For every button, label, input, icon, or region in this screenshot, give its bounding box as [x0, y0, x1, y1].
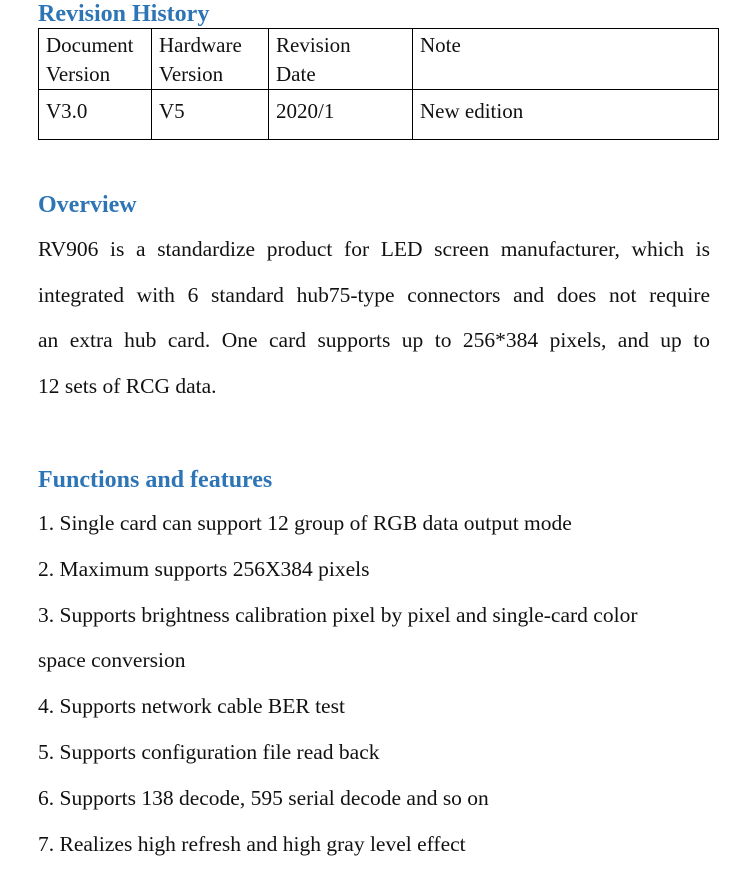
overview-line: 12 sets of RCG data.: [38, 374, 217, 399]
list-item: 7. Realizes high refresh and high gray level effect: [38, 831, 466, 856]
list-item: 6. Supports 138 decode, 595 serial decode and so on: [38, 785, 489, 810]
revision-history-heading: Revision History: [38, 1, 210, 27]
overview-paragraph: [38, 236, 710, 419]
list-item: 1. Single card can support 12 group of RGB data output mode: [38, 511, 572, 535]
list-item: 5. Supports configuration file read back: [38, 739, 380, 764]
cell-document-version: V3.0: [39, 90, 152, 140]
cell-revision-date: 2020/1: [269, 90, 413, 140]
overview-line: RV906 is a standardize product for LED screen manufacturer, which is: [38, 237, 710, 261]
functions-features-heading: Functions and features: [38, 467, 273, 493]
cell-hardware-version: V5: [152, 90, 269, 140]
overview-heading: Overview: [38, 192, 137, 218]
revision-history-table: [38, 28, 719, 140]
header-revision-date: Revision Date: [269, 29, 413, 90]
list-item-continuation: space conversion: [38, 648, 186, 673]
list-item: 4. Supports network cable BER test: [38, 694, 345, 719]
table-row: [39, 90, 719, 140]
list-item: 3. Supports brightness calibration pixel by pixel and single-card color space conversion: [38, 602, 710, 674]
header-note: Note: [413, 29, 719, 90]
list-item: 2. Maximum supports 256X384 pixels: [38, 556, 370, 581]
features-list: [38, 510, 710, 876]
overview-line: an extra hub card. One card supports up to 256*384 pixels, and up to: [38, 328, 710, 353]
header-document-version: Document Version: [39, 29, 152, 90]
header-hardware-version: Hardware Version: [152, 29, 269, 90]
table-header-row: [39, 29, 719, 90]
overview-line: integrated with 6 standard hub75-type connectors and does not require: [38, 282, 710, 307]
cell-note: New edition: [413, 90, 719, 140]
